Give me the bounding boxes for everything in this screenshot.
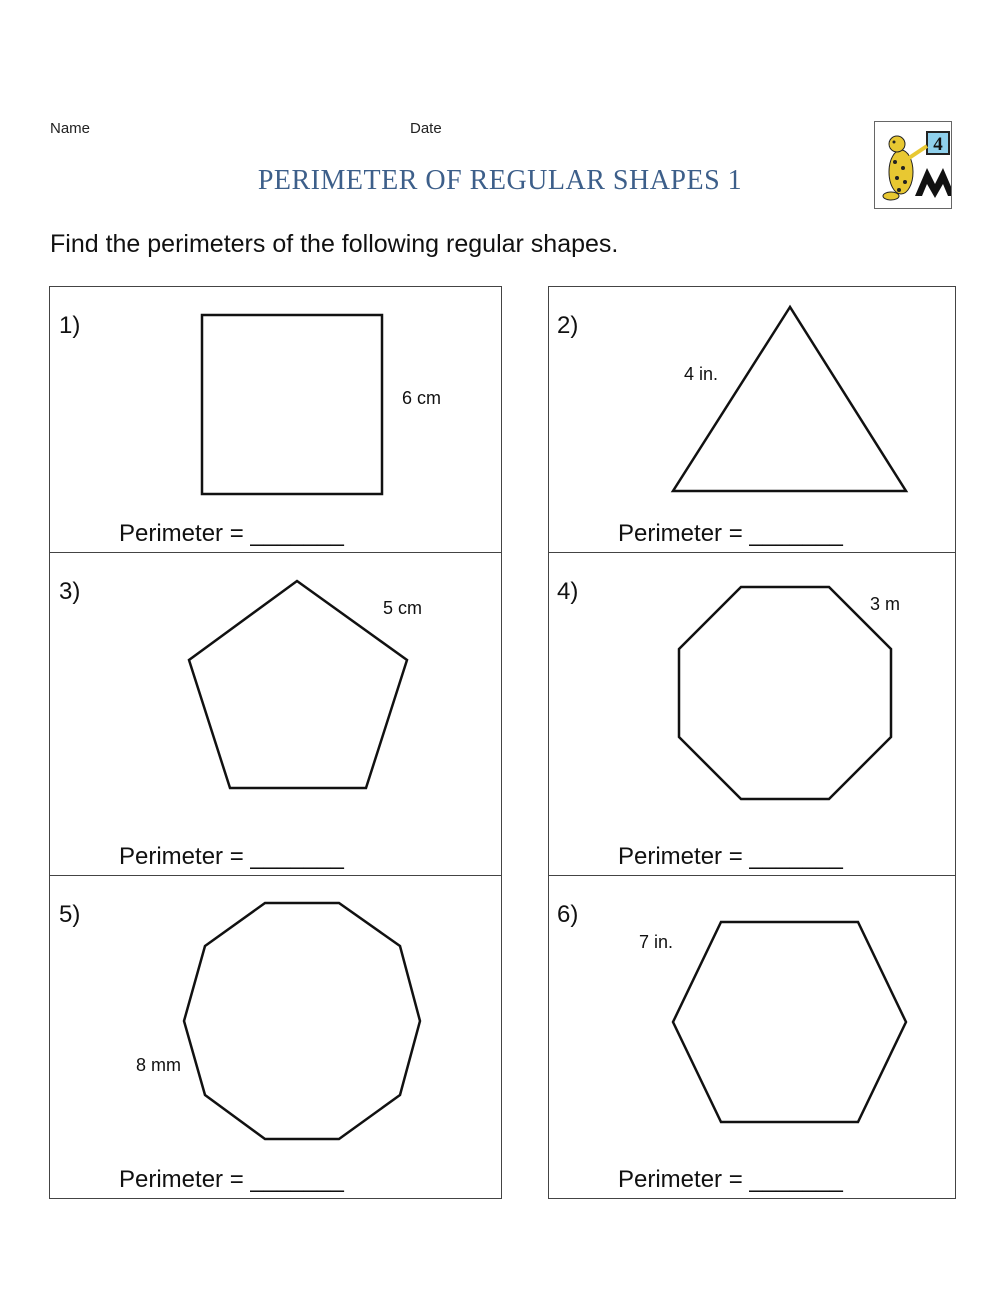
logo-number: 4 <box>933 134 943 155</box>
problem-number: 4) <box>557 578 579 605</box>
side-length-label: 7 in. <box>639 932 674 952</box>
perimeter-answer-line[interactable]: Perimeter = _______ <box>119 1166 344 1193</box>
page-title: PERIMETER OF REGULAR SHAPES 1 <box>257 165 743 196</box>
problem-number: 5) <box>59 901 81 928</box>
date-label: Date <box>410 120 442 137</box>
problem-number: 2) <box>557 312 579 339</box>
name-label: Name <box>50 120 91 137</box>
problem-number: 6) <box>557 901 579 928</box>
perimeter-answer-line[interactable]: Perimeter = _______ <box>119 520 344 547</box>
problem-number: 3) <box>59 578 81 605</box>
side-length-label: 5 cm <box>383 598 423 618</box>
side-length-label: 6 cm <box>402 388 442 408</box>
side-length-label: 3 m <box>870 594 901 614</box>
instructions: Find the perimeters of the following regular shapes. <box>50 230 619 258</box>
problem-number: 1) <box>59 312 81 339</box>
perimeter-answer-line[interactable]: Perimeter = _______ <box>119 843 344 870</box>
side-length-label: 4 in. <box>684 364 719 384</box>
perimeter-answer-line[interactable]: Perimeter = _______ <box>618 520 843 547</box>
perimeter-answer-line[interactable]: Perimeter = _______ <box>618 1166 843 1193</box>
side-length-label: 8 mm <box>136 1055 181 1075</box>
perimeter-answer-line[interactable]: Perimeter = _______ <box>618 843 843 870</box>
